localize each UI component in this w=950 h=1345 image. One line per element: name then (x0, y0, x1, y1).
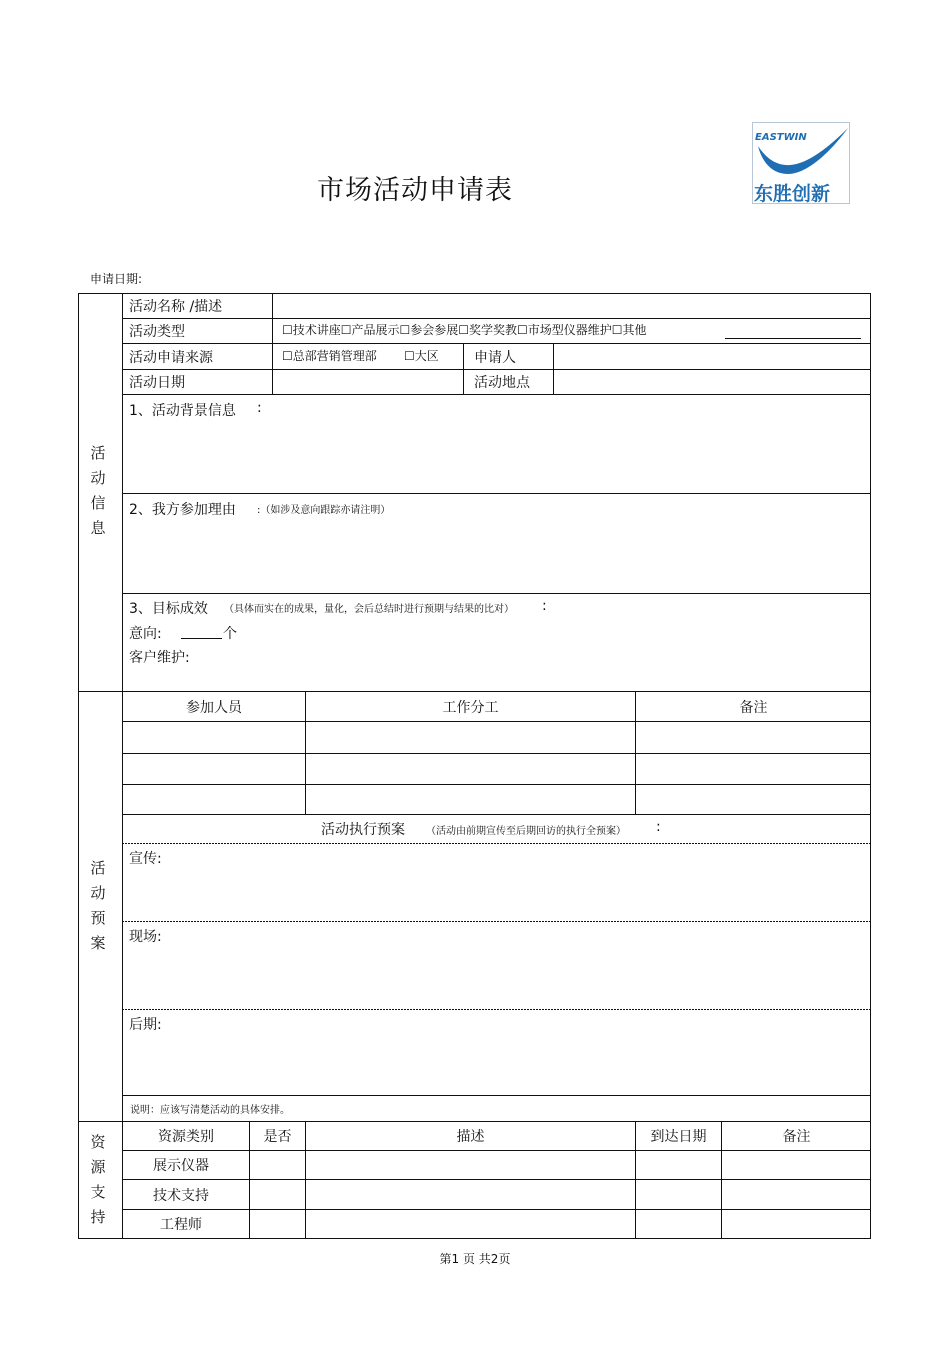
intent-label: 意向: (129, 626, 162, 642)
activity-location-field[interactable] (555, 370, 869, 392)
applicant-field[interactable] (555, 345, 869, 367)
goal-note: （具体而实在的成果，量化，会后总结时进行预期与结果的比对） (224, 604, 514, 615)
section-label-activity-plan: 活 动 预 案 (90, 859, 106, 952)
resource-header-category: 资源类别 (158, 1129, 214, 1145)
background-label: 1、活动背景信息 (129, 403, 236, 419)
activity-date-field[interactable] (274, 370, 462, 392)
customer-maintenance-label: 客户维护: (129, 650, 190, 666)
resource-header-yesno: 是否 (263, 1129, 292, 1145)
staff-header-duties: 工作分工 (442, 700, 499, 716)
plan-colon: : (656, 819, 661, 835)
promotion-label: 宣传: (129, 851, 162, 867)
staff-header-remarks: 备注 (739, 700, 768, 716)
post-activity-field[interactable] (124, 1034, 868, 1094)
section-label-resources: 资 源 支 持 (90, 1133, 106, 1226)
activity-type-checkboxes[interactable]: ☐技术讲座☐产品展示☐参会参展☐奖学奖教☐市场型仪器维护☐其他 (282, 323, 647, 337)
svg-text:东胜创新: 东胜创新 (754, 183, 831, 204)
goal-colon: : (542, 598, 547, 614)
plan-remark: 说明：应该写清楚活动的具体安排。 (130, 1105, 290, 1116)
reason-label: 2、我方参加理由 (129, 502, 236, 518)
page-footer: 第1 页 共2页 (439, 1252, 511, 1266)
promotion-field[interactable] (124, 868, 868, 920)
resource-header-arrival-date: 到达日期 (650, 1129, 707, 1145)
resource-row-tech-support: 技术支持 (153, 1188, 209, 1204)
onsite-field[interactable] (124, 946, 868, 1006)
source-hq-checkbox[interactable]: ☐总部营销管理部 (282, 349, 377, 363)
activity-name-field[interactable] (274, 295, 869, 317)
plan-note: （活动由前期宣传至后期回访的执行全预案） (426, 826, 626, 837)
activity-location-label: 活动地点 (474, 375, 530, 391)
applicant-label: 申请人 (474, 350, 516, 366)
background-field[interactable] (124, 420, 868, 492)
source-region-checkbox[interactable]: ☐大区 (404, 349, 439, 363)
staff-header-participants: 参加人员 (186, 700, 242, 716)
resource-header-remarks: 备注 (782, 1129, 811, 1145)
section-label-activity-info: 活 动 信 息 (90, 444, 106, 537)
background-colon: : (257, 400, 262, 416)
reason-field[interactable] (124, 520, 868, 592)
resource-header-description: 描述 (456, 1129, 485, 1145)
goal-label: 3、目标成效 (129, 601, 208, 617)
apply-date-label: 申请日期: (90, 272, 143, 286)
onsite-label: 现场: (129, 929, 162, 945)
page-title: 市场活动申请表 (317, 175, 513, 206)
intent-unit: 个 (223, 626, 237, 642)
post-activity-label: 后期: (129, 1017, 162, 1033)
activity-date-label: 活动日期 (129, 375, 185, 391)
company-logo (752, 122, 850, 204)
activity-name-label: 活动名称 /描述 (129, 299, 223, 315)
request-source-label: 活动申请来源 (129, 350, 213, 366)
resource-row-instruments: 展示仪器 (153, 1158, 209, 1174)
activity-type-label: 活动类型 (129, 324, 185, 340)
intent-count-field[interactable] (181, 620, 222, 638)
resource-row-engineer: 工程师 (160, 1217, 202, 1233)
reason-note: :（如涉及意向跟踪亦请注明） (257, 505, 391, 516)
svg-text:EASTWIN: EASTWIN (755, 132, 807, 143)
plan-label: 活动执行预案 (321, 822, 405, 838)
